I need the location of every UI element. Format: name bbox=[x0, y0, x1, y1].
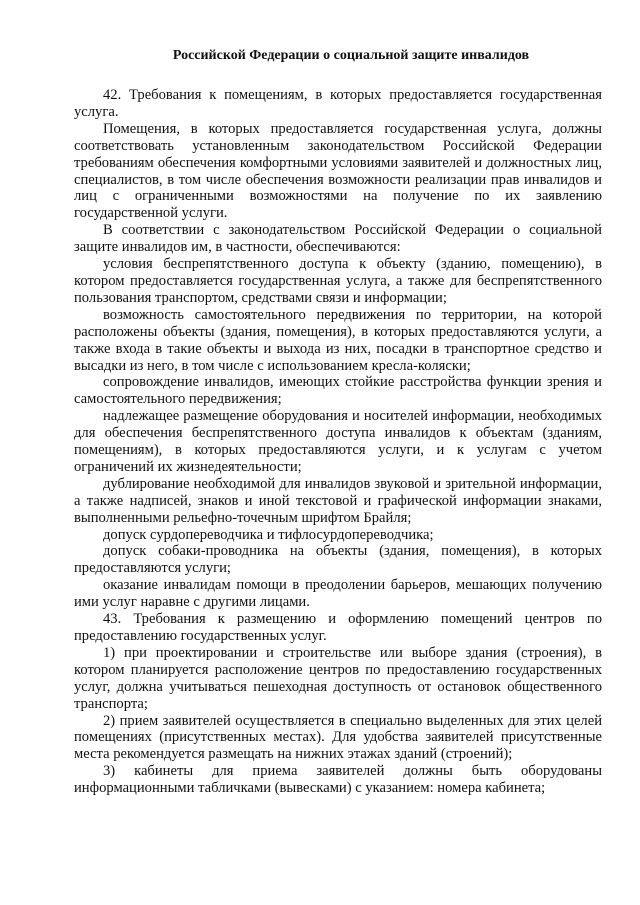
paragraph: надлежащее размещение оборудования и носителей информации, необходимых для обеспечения беспрепятственного доступа инвалидов к объектам (зданиям, помещениям), в которых предоставляются услуги, и к услугам с учетом ограничений их жизнедеятельности; bbox=[74, 408, 602, 475]
paragraph: дублирование необходимой для инвалидов звуковой и зрительной информации, а также надписей, знаков и иной текстовой и графической информации знаками, выполненными рельефно-точечным шрифтом Брайля; bbox=[74, 475, 602, 526]
paragraph: 1) при проектировании и строительстве или выборе здания (строения), в котором планируется расположение центров по предоставлению государственных услуг, должна учитываться пешеходная доступность от остановок общественного транспорта; bbox=[74, 644, 602, 712]
paragraph: 43. Требования к размещению и оформлению помещений центров по предоставлению государственных услуг. bbox=[74, 611, 602, 644]
paragraph: В соответствии с законодательством Российской Федерации о социальной защите инвалидов им, в частности, обеспечиваются: bbox=[74, 222, 602, 256]
paragraph: 42. Требования к помещениям, в которых предоставляется государственная услуга. bbox=[74, 87, 602, 120]
paragraph: 3) кабинеты для приема заявителей должны быть оборудованы информационными табличками (вывесками) с указанием: номера кабинета; bbox=[74, 763, 602, 797]
paragraph: условия беспрепятственного доступа к объекту (зданию, помещению), в котором предоставляется государственная услуга, а также для беспрепятственного пользования транспортом, средствами связи и информации; bbox=[74, 256, 602, 306]
paragraph: возможность самостоятельного передвижения по территории, на которой расположены объекты (здания, помещения), в которых предоставляются услуги, а также входа в такие объекты и выхода из них, посадки в транспортное средство и высадки из него, в том числе с использованием кресла-коляски; bbox=[74, 306, 602, 374]
paragraph: допуск собаки-проводника на объекты (здания, помещения), в которых предоставляются услуги; bbox=[74, 543, 602, 577]
paragraph: допуск сурдопереводчика и тифлосурдопереводчика; bbox=[103, 526, 434, 543]
paragraph: сопровождение инвалидов, имеющих стойкие расстройства функции зрения и самостоятельного передвижения; bbox=[74, 374, 602, 408]
paragraph: Помещения, в которых предоставляется государственная услуга, должны соответствовать установленным законодательством Российской Федерации требованиям обеспечения комфортными условиями заявителей и должностных лиц, специалистов, в том числе обеспечения возможности реализации прав инвалидов и лиц с ограниченными возможностями на получение по их заявлению государственной услуги. bbox=[74, 120, 602, 222]
paragraph: оказание инвалидам помощи в преодолении барьеров, мешающих получению ими услуг наравне с другими лицами. bbox=[74, 577, 602, 611]
paragraph: 2) прием заявителей осуществляется в специально выделенных для этих целей помещениях (присутственных местах). Для удобства заявителей присутственные места рекомендуется размещать на нижних этажах зданий (строений); bbox=[74, 712, 602, 763]
document-title: Российской Федерации о социальной защите инвалидов bbox=[172, 48, 530, 63]
